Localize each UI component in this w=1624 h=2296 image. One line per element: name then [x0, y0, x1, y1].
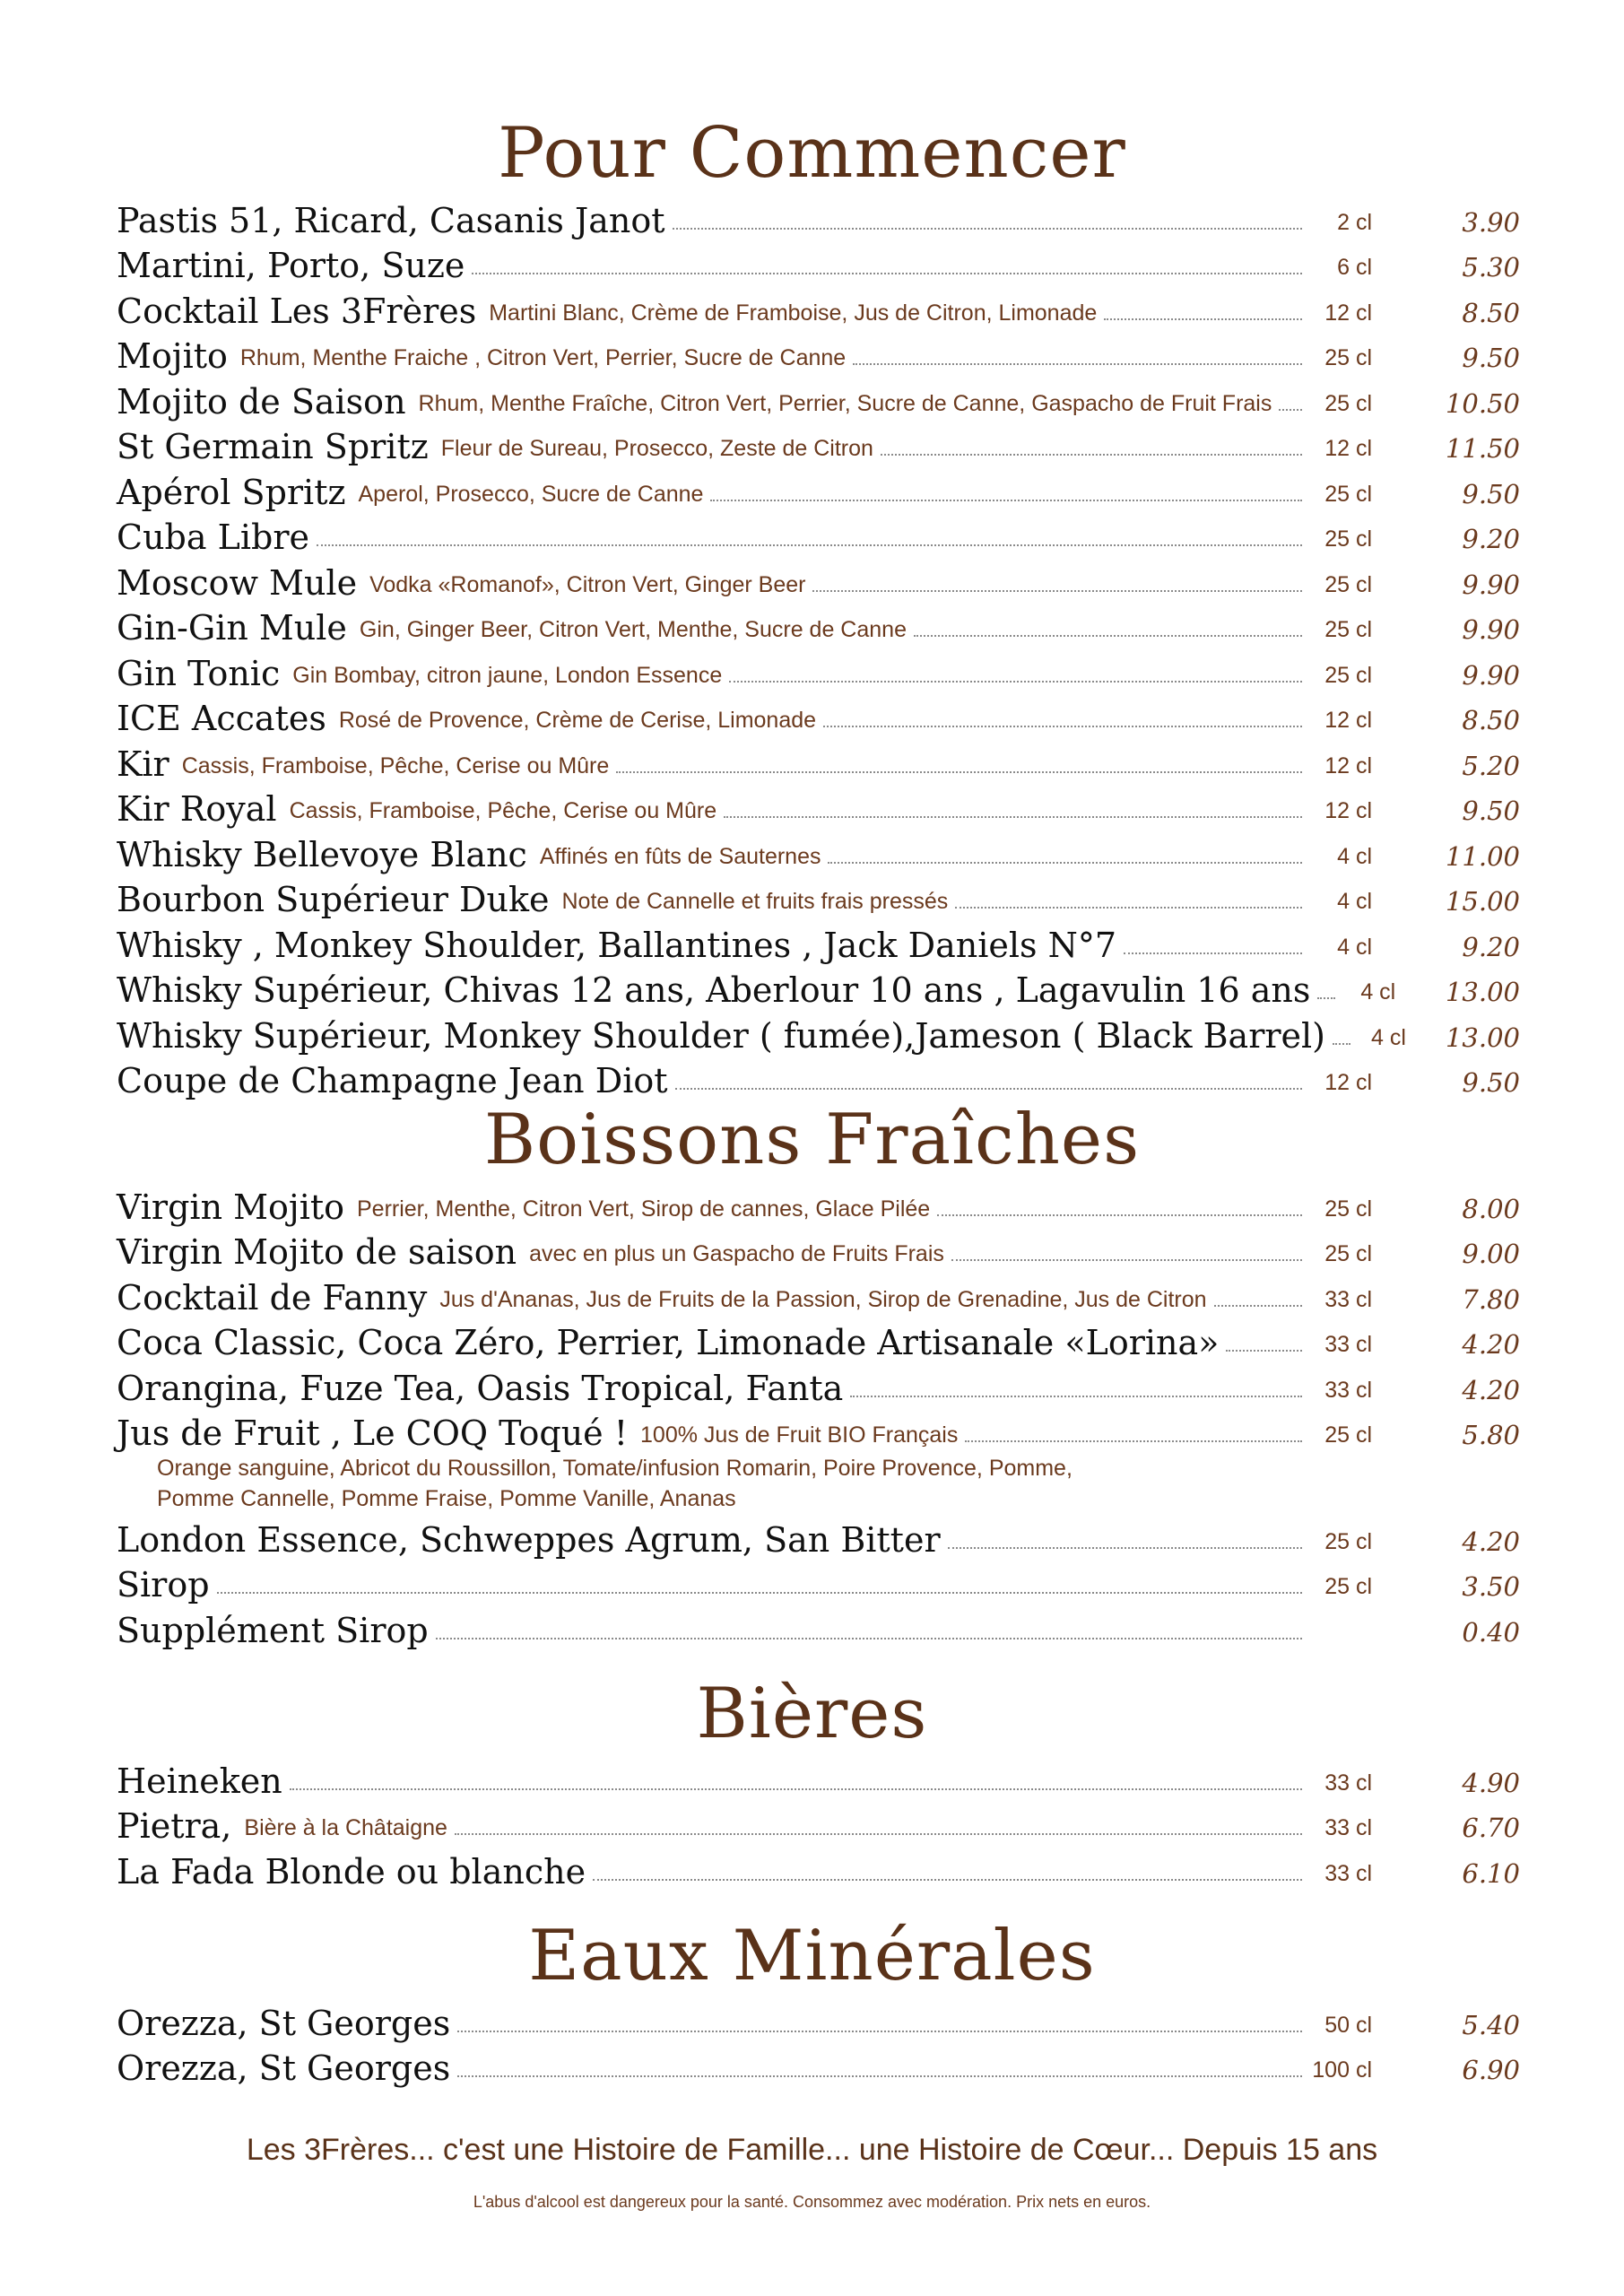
dot-leader [436, 1638, 1302, 1639]
item-price: 9.90 [1462, 569, 1520, 600]
item-quantity: 25 cl [1324, 526, 1372, 552]
item-flavor-list: Orange sanguine, Abricot du Roussillon, Tomate/infusion Romarin, Poire Provence, Pomme, [157, 1456, 1073, 1481]
footer-disclaimer: L'abus d'alcool est dangereux pour la santé. Consommez avec modération. Prix nets en euros. [473, 2193, 1151, 2211]
dot-leader [937, 1214, 1302, 1216]
item-quantity: 4 cl [1360, 979, 1396, 1004]
dot-leader [828, 862, 1302, 864]
menu-item [117, 784, 1520, 830]
dot-leader [1333, 1043, 1350, 1045]
item-price: 9.00 [1462, 1239, 1520, 1269]
item-price: 3.50 [1462, 1571, 1520, 1602]
item-price: 6.70 [1462, 1813, 1520, 1843]
item-description: Vodka «Romanof», Citron Vert, Ginger Beer [369, 571, 806, 597]
menu-item [117, 512, 1520, 558]
dot-leader [881, 454, 1302, 456]
item-quantity: 6 cl [1337, 255, 1372, 280]
menu-item [117, 1605, 1520, 1650]
item-price: 11.50 [1445, 433, 1520, 464]
dot-leader [455, 1833, 1302, 1835]
menu-item [117, 1227, 1520, 1273]
dot-leader [724, 816, 1302, 818]
item-name: Cuba Libre [117, 517, 309, 557]
menu-item [117, 919, 1520, 965]
menu-item [117, 1010, 1520, 1056]
section-title: Pour Commencer [498, 113, 1126, 194]
menu-item [117, 738, 1520, 784]
section-title: Eaux Minérales [528, 1916, 1096, 1996]
menu-section [0, 1673, 1624, 1892]
item-price: 9.50 [1462, 343, 1520, 373]
item-quantity: 25 cl [1324, 1196, 1372, 1222]
item-quantity: 4 cl [1337, 843, 1372, 869]
item-quantity: 12 cl [1324, 436, 1372, 461]
menu-item [117, 648, 1520, 693]
dot-leader [1226, 1350, 1302, 1352]
item-name: Coupe de Champagne Jean Diot [117, 1061, 668, 1100]
item-price: 9.20 [1462, 524, 1520, 554]
item-price: 4.20 [1462, 1329, 1520, 1360]
item-quantity: 50 cl [1324, 2012, 1372, 2038]
menu-item [117, 1318, 1520, 1363]
item-name: Whisky Supérieur, Chivas 12 ans, Aberlour 10 ans , Lagavulin 16 ans [117, 970, 1311, 1010]
menu-item [117, 829, 1520, 874]
dot-leader [965, 1440, 1302, 1442]
item-price: 5.40 [1462, 2009, 1520, 2040]
item-name: Orezza, St Georges [117, 2003, 451, 2043]
item-name: Whisky Supérieur, Monkey Shoulder ( fumée),Jameson ( Black Barrel) [117, 1015, 1325, 1056]
item-quantity: 25 cl [1324, 1574, 1372, 1599]
item-price: 15.00 [1445, 886, 1520, 917]
menu-item [117, 1801, 1520, 1847]
menu-item [117, 557, 1520, 603]
item-name: Moscow Mule [117, 562, 358, 603]
item-quantity: 100 cl [1312, 2057, 1372, 2083]
item-description: avec en plus un Gaspacho de Fruits Frais [529, 1241, 944, 1266]
dot-leader [1104, 318, 1302, 320]
dot-leader [1124, 952, 1302, 954]
item-quantity: 25 cl [1324, 345, 1372, 370]
item-description: 100% Jus de Fruit BIO Français [640, 1422, 959, 1448]
item-name: Sirop [117, 1565, 210, 1605]
dot-leader [675, 1088, 1303, 1090]
menu-item [117, 965, 1520, 1011]
menu-item [117, 603, 1520, 648]
dot-leader [457, 2031, 1302, 2032]
menu-item [117, 1560, 1520, 1605]
item-price: 5.30 [1462, 252, 1520, 283]
dot-leader [673, 228, 1303, 230]
item-quantity: 25 cl [1324, 662, 1372, 688]
item-price: 9.20 [1462, 931, 1520, 962]
menu-item [117, 1408, 1520, 1454]
item-name: Bourbon Supérieur Duke [117, 880, 550, 919]
menu-section [0, 1915, 1624, 2088]
dot-leader [290, 1788, 1302, 1790]
item-quantity: 4 cl [1371, 1024, 1406, 1050]
menu-item [117, 422, 1520, 467]
item-description: Cassis, Framboise, Pêche, Cerise ou Mûre [289, 798, 717, 823]
item-description: Fleur de Sureau, Prosecco, Zeste de Citron [440, 436, 873, 461]
item-quantity: 25 cl [1324, 1422, 1372, 1448]
dot-leader [729, 681, 1302, 683]
footer-tagline: Les 3Frères... c'est une Histoire de Famille... une Histoire de Cœur... Depuis 15 ans [246, 2133, 1378, 2167]
item-name: Gin-Gin Mule [117, 608, 347, 648]
item-description: Martini Blanc, Crème de Framboise, Jus de Citron, Limonade [489, 300, 1098, 326]
item-name: Kir [117, 744, 169, 784]
item-name: St Germain Spritz [117, 427, 429, 466]
menu-item [117, 1755, 1520, 1801]
item-price: 3.90 [1462, 206, 1520, 238]
item-name: ICE Accates [117, 699, 326, 738]
item-price: 4.20 [1462, 1526, 1520, 1557]
item-name: Pastis 51, Ricard, Casanis Janot [117, 200, 665, 240]
item-description: Aperol, Prosecco, Sucre de Canne [358, 481, 704, 507]
item-price: 7.80 [1462, 1283, 1520, 1315]
menu-item [117, 1997, 1520, 2043]
section-title: Boissons Fraîches [483, 1100, 1141, 1180]
item-description: Rhum, Menthe Fraîche, Citron Vert, Perrier, Sucre de Canne, Gaspacho de Fruit Frais [418, 390, 1272, 416]
item-quantity: 33 cl [1324, 1770, 1372, 1796]
item-quantity: 12 cl [1324, 708, 1372, 733]
dot-leader [914, 635, 1302, 637]
item-quantity: 33 cl [1324, 1332, 1372, 1357]
item-quantity: 33 cl [1324, 1815, 1372, 1840]
item-price: 11.00 [1445, 840, 1520, 872]
dot-leader [823, 726, 1302, 727]
item-quantity: 25 cl [1324, 481, 1372, 507]
menu-item [117, 1362, 1520, 1408]
menu-item [117, 1272, 1520, 1318]
item-name: Whisky , Monkey Shoulder, Ballantines , Jack Daniels N°7 [117, 925, 1117, 965]
item-name: Coca Classic, Coca Zéro, Perrier, Limonade Artisanale «Lorina» [117, 1323, 1220, 1362]
dot-leader [1317, 997, 1335, 999]
item-price: 4.90 [1462, 1767, 1520, 1798]
section-title: Bières [696, 1674, 928, 1754]
dot-leader [472, 273, 1302, 274]
menu-item [117, 874, 1520, 920]
item-price: 8.50 [1462, 297, 1520, 328]
dot-leader [317, 544, 1302, 546]
item-quantity: 25 cl [1324, 1528, 1372, 1554]
item-price: 13.00 [1445, 977, 1520, 1007]
item-price: 4.20 [1462, 1374, 1520, 1405]
item-quantity: 25 cl [1324, 571, 1372, 597]
menu-item [117, 1514, 1520, 1560]
item-quantity: 25 cl [1324, 617, 1372, 642]
menu-item [117, 1056, 1520, 1101]
item-name: La Fada Blonde ou blanche [117, 1851, 586, 1892]
item-price: 9.90 [1462, 614, 1520, 645]
menu-item [117, 331, 1520, 377]
item-quantity: 12 cl [1324, 300, 1372, 326]
item-description: Gin, Ginger Beer, Citron Vert, Menthe, Sucre de Canne [359, 617, 907, 642]
menu-section [0, 112, 1624, 1100]
item-quantity: 12 cl [1324, 1070, 1372, 1095]
menu-item [117, 1181, 1520, 1227]
item-name: Whisky Bellevoye Blanc [117, 834, 527, 874]
item-quantity: 25 cl [1324, 390, 1372, 416]
dot-leader [812, 590, 1302, 592]
menu-item [117, 376, 1520, 422]
item-quantity: 12 cl [1324, 798, 1372, 823]
item-name: Heineken [117, 1761, 282, 1801]
item-name: Mojito [117, 336, 228, 376]
item-quantity: 25 cl [1324, 1241, 1372, 1266]
dot-leader [710, 500, 1302, 501]
item-description: Affinés en fûts de Sauternes [539, 843, 821, 869]
item-price: 10.50 [1445, 387, 1520, 419]
dot-leader [616, 771, 1302, 773]
item-name: Supplément Sirop [117, 1610, 429, 1650]
dot-leader [850, 1396, 1302, 1397]
item-quantity: 4 cl [1337, 889, 1372, 914]
item-price: 0.40 [1462, 1616, 1520, 1648]
item-price: 5.80 [1462, 1420, 1520, 1450]
item-price: 13.00 [1445, 1022, 1520, 1053]
item-quantity: 4 cl [1337, 934, 1372, 960]
item-description: Jus d'Ananas, Jus de Fruits de la Passion, Sirop de Grenadine, Jus de Citron [439, 1286, 1207, 1312]
menu-item [117, 2043, 1520, 2089]
item-quantity: 12 cl [1324, 752, 1372, 778]
item-price: 9.50 [1462, 796, 1520, 826]
item-quantity: 33 cl [1324, 1286, 1372, 1312]
item-description: Cassis, Framboise, Pêche, Cerise ou Mûre [181, 752, 610, 778]
dot-leader [951, 1259, 1302, 1261]
item-name: Cocktail Les 3Frères [117, 291, 477, 331]
menu-section [0, 1099, 1624, 1650]
menu-item [117, 1846, 1520, 1892]
item-price: 8.00 [1462, 1193, 1520, 1224]
item-quantity: 33 cl [1324, 1377, 1372, 1403]
item-price: 9.50 [1462, 1067, 1520, 1098]
dot-leader [1279, 409, 1302, 411]
menu-item [117, 240, 1520, 286]
item-name: Cocktail de Fanny [117, 1277, 428, 1318]
item-price: 9.90 [1462, 659, 1520, 691]
item-price: 8.50 [1462, 705, 1520, 735]
item-name: London Essence, Schweppes Agrum, San Bitter [117, 1519, 941, 1560]
item-flavor-list: Pomme Cannelle, Pomme Fraise, Pomme Vanille, Ananas [157, 1486, 736, 1511]
item-name: Virgin Mojito de saison [117, 1232, 517, 1272]
item-name: Gin Tonic [117, 653, 281, 693]
item-description: Note de Cannelle et fruits frais pressés [561, 889, 949, 914]
item-name: Kir Royal [117, 789, 277, 829]
dot-leader [1214, 1305, 1302, 1307]
menu-item [117, 466, 1520, 512]
menu-item [117, 195, 1520, 240]
item-description: Bière à la Châtaigne [244, 1815, 447, 1840]
item-name: Martini, Porto, Suze [117, 246, 465, 285]
item-description: Rosé de Provence, Crème de Cerise, Limonade [338, 708, 817, 733]
dot-leader [217, 1592, 1302, 1594]
item-price: 9.50 [1462, 478, 1520, 509]
dot-leader [853, 363, 1302, 365]
dot-leader [955, 907, 1302, 909]
item-name: Mojito de Saison [117, 381, 406, 422]
item-quantity: 33 cl [1324, 1860, 1372, 1886]
item-description: Rhum, Menthe Fraiche , Citron Vert, Perrier, Sucre de Canne [239, 345, 847, 370]
dot-leader [948, 1547, 1302, 1549]
item-name: Pietra, [117, 1806, 232, 1846]
dot-leader [593, 1879, 1302, 1881]
dot-leader [457, 2075, 1302, 2077]
item-price: 6.90 [1462, 2055, 1520, 2085]
menu-item [117, 693, 1520, 739]
item-name: Apérol Spritz [117, 472, 346, 512]
item-description: Gin Bombay, citron jaune, London Essence [292, 662, 723, 688]
item-name: Jus de Fruit , Le COQ Toqué ! [117, 1413, 629, 1453]
item-name: Orangina, Fuze Tea, Oasis Tropical, Fanta [117, 1368, 844, 1408]
item-quantity: 2 cl [1337, 209, 1372, 235]
item-name: Orezza, St Georges [117, 2048, 451, 2088]
menu-item [117, 285, 1520, 331]
item-name: Virgin Mojito [117, 1187, 344, 1227]
item-description: Perrier, Menthe, Citron Vert, Sirop de cannes, Glace Pilée [357, 1196, 931, 1222]
item-price: 5.20 [1462, 750, 1520, 781]
item-price: 6.10 [1462, 1857, 1520, 1889]
